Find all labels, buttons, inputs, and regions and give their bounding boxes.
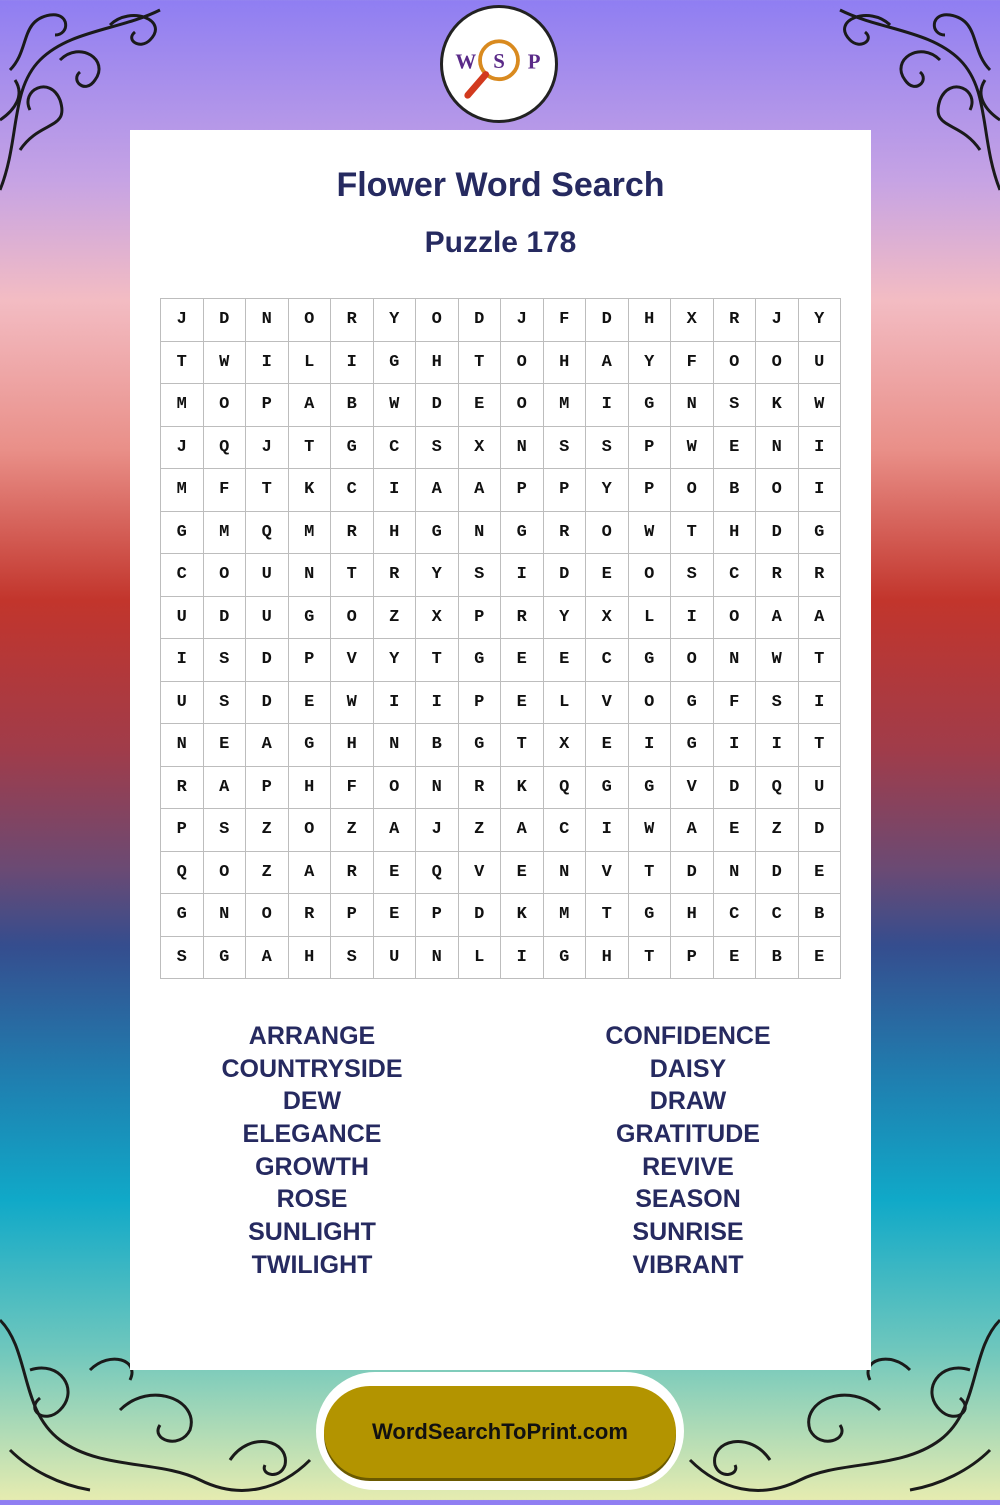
grid-cell[interactable]: O — [756, 469, 799, 512]
grid-cell[interactable]: Z — [459, 809, 502, 852]
grid-cell[interactable]: H — [289, 767, 332, 810]
grid-cell[interactable]: U — [161, 597, 204, 640]
grid-cell[interactable]: C — [714, 894, 757, 937]
grid-cell[interactable]: I — [416, 682, 459, 725]
grid-cell[interactable]: H — [586, 937, 629, 980]
grid-cell[interactable]: O — [204, 852, 247, 895]
grid-cell[interactable]: Q — [416, 852, 459, 895]
word-list-item: DEW — [282, 1087, 342, 1116]
grid-cell[interactable]: D — [544, 554, 587, 597]
grid-cell[interactable]: Y — [586, 469, 629, 512]
grid-cell[interactable]: W — [374, 384, 417, 427]
grid-cell[interactable]: O — [714, 342, 757, 385]
grid-cell[interactable]: N — [161, 724, 204, 767]
logo-letter-w: W — [455, 49, 477, 74]
grid-cell[interactable]: O — [586, 512, 629, 555]
grid-cell[interactable]: N — [204, 894, 247, 937]
grid-cell[interactable]: X — [586, 597, 629, 640]
grid-cell[interactable]: Y — [799, 299, 842, 342]
word-list-item: VIBRANT — [632, 1250, 744, 1279]
grid-cell[interactable]: E — [374, 852, 417, 895]
word-list-item: DAISY — [649, 1054, 727, 1083]
grid-cell[interactable]: M — [161, 469, 204, 512]
grid-cell[interactable]: A — [671, 809, 714, 852]
grid-cell[interactable]: Z — [331, 809, 374, 852]
grid-cell[interactable]: G — [331, 427, 374, 470]
grid-cell[interactable]: W — [204, 342, 247, 385]
grid-cell[interactable]: Q — [161, 852, 204, 895]
grid-cell[interactable]: P — [331, 894, 374, 937]
word-list-item: REVIVE — [642, 1152, 734, 1181]
grid-cell[interactable]: P — [501, 469, 544, 512]
grid-cell[interactable]: G — [459, 724, 502, 767]
grid-cell[interactable]: K — [501, 894, 544, 937]
grid-cell[interactable]: T — [629, 937, 672, 980]
grid-cell[interactable]: L — [289, 342, 332, 385]
grid-cell[interactable]: F — [544, 299, 587, 342]
grid-cell[interactable]: X — [459, 427, 502, 470]
grid-cell[interactable]: R — [374, 554, 417, 597]
grid-cell[interactable]: O — [501, 342, 544, 385]
grid-cell[interactable]: U — [246, 597, 289, 640]
grid-cell[interactable]: L — [459, 937, 502, 980]
grid-cell[interactable]: A — [416, 469, 459, 512]
grid-cell[interactable]: I — [161, 639, 204, 682]
grid-cell[interactable]: X — [416, 597, 459, 640]
grid-cell[interactable]: O — [246, 894, 289, 937]
grid-cell[interactable]: J — [246, 427, 289, 470]
grid-cell[interactable]: Y — [629, 342, 672, 385]
grid-cell[interactable]: H — [629, 299, 672, 342]
word-list-item: TWILIGHT — [251, 1250, 373, 1279]
grid-cell[interactable]: S — [544, 427, 587, 470]
grid-cell[interactable]: S — [331, 937, 374, 980]
grid-cell[interactable]: W — [671, 427, 714, 470]
grid-cell[interactable]: I — [501, 554, 544, 597]
grid-cell[interactable]: R — [331, 512, 374, 555]
word-list-item: CONFIDENCE — [605, 1022, 771, 1050]
grid-cell[interactable]: M — [204, 512, 247, 555]
grid-cell[interactable]: N — [671, 384, 714, 427]
grid-cell[interactable]: I — [756, 724, 799, 767]
grid-cell[interactable]: N — [289, 554, 332, 597]
grid-cell[interactable]: A — [374, 809, 417, 852]
grid-cell[interactable]: W — [756, 639, 799, 682]
grid-cell[interactable]: S — [586, 427, 629, 470]
grid-cell[interactable]: K — [756, 384, 799, 427]
grid-cell[interactable]: I — [629, 724, 672, 767]
grid-cell[interactable]: W — [331, 682, 374, 725]
grid-cell[interactable]: T — [799, 639, 842, 682]
grid-cell[interactable]: E — [799, 852, 842, 895]
grid-cell[interactable]: A — [289, 384, 332, 427]
grid-cell[interactable]: M — [161, 384, 204, 427]
grid-cell[interactable]: D — [204, 299, 247, 342]
grid-cell[interactable]: D — [246, 639, 289, 682]
grid-cell[interactable]: E — [544, 639, 587, 682]
grid-cell[interactable]: O — [756, 342, 799, 385]
grid-cell[interactable]: T — [671, 512, 714, 555]
grid-cell[interactable]: X — [671, 299, 714, 342]
word-list-item: SUNRISE — [632, 1218, 744, 1247]
grid-cell[interactable]: N — [756, 427, 799, 470]
grid-cell[interactable]: P — [246, 384, 289, 427]
grid-cell[interactable]: E — [586, 724, 629, 767]
grid-cell[interactable]: U — [246, 554, 289, 597]
grid-cell[interactable]: J — [756, 299, 799, 342]
grid-cell[interactable]: E — [714, 427, 757, 470]
grid-cell[interactable]: E — [289, 682, 332, 725]
grid-cell[interactable]: G — [459, 639, 502, 682]
grid-cell[interactable]: N — [544, 852, 587, 895]
grid-cell[interactable]: I — [374, 469, 417, 512]
grid-cell[interactable]: K — [289, 469, 332, 512]
grid-cell[interactable]: S — [459, 554, 502, 597]
grid-cell[interactable]: A — [799, 597, 842, 640]
grid-cell[interactable]: G — [629, 639, 672, 682]
grid-cell[interactable]: R — [714, 299, 757, 342]
grid-cell[interactable]: S — [416, 427, 459, 470]
grid-cell[interactable]: Q — [756, 767, 799, 810]
grid-cell[interactable]: D — [756, 512, 799, 555]
grid-cell[interactable]: R — [501, 597, 544, 640]
logo-letter-p: P — [527, 49, 541, 74]
grid-cell[interactable]: P — [459, 597, 502, 640]
grid-cell[interactable]: D — [671, 852, 714, 895]
grid-cell[interactable]: P — [246, 767, 289, 810]
grid-cell[interactable]: U — [374, 937, 417, 980]
grid-cell[interactable]: F — [204, 469, 247, 512]
grid-cell[interactable]: I — [714, 724, 757, 767]
grid-cell[interactable]: Y — [374, 639, 417, 682]
grid-cell[interactable]: C — [586, 639, 629, 682]
grid-cell[interactable]: I — [501, 937, 544, 980]
grid-cell[interactable]: S — [756, 682, 799, 725]
grid-cell[interactable]: S — [204, 639, 247, 682]
grid-cell[interactable]: S — [204, 682, 247, 725]
grid-cell[interactable]: O — [629, 682, 672, 725]
grid-cell[interactable]: Z — [374, 597, 417, 640]
grid-cell[interactable]: G — [289, 597, 332, 640]
grid-cell[interactable]: D — [586, 299, 629, 342]
grid-cell[interactable]: J — [161, 299, 204, 342]
grid-cell[interactable]: I — [799, 682, 842, 725]
letter-grid — [160, 298, 841, 979]
grid-cell[interactable]: E — [204, 724, 247, 767]
grid-cell[interactable]: O — [714, 597, 757, 640]
grid-cell[interactable]: B — [416, 724, 459, 767]
grid-cell[interactable]: R — [544, 512, 587, 555]
grid-cell[interactable]: T — [289, 427, 332, 470]
grid-cell[interactable]: A — [204, 767, 247, 810]
grid-cell[interactable]: F — [331, 767, 374, 810]
grid-cell[interactable]: O — [331, 597, 374, 640]
grid-cell[interactable]: Q — [544, 767, 587, 810]
grid-cell[interactable]: T — [501, 724, 544, 767]
grid-cell[interactable]: O — [629, 554, 672, 597]
grid-cell[interactable]: N — [374, 724, 417, 767]
grid-cell[interactable]: E — [501, 852, 544, 895]
grid-cell[interactable]: N — [501, 427, 544, 470]
grid-cell[interactable]: D — [246, 682, 289, 725]
word-list-item: GROWTH — [255, 1152, 369, 1181]
grid-cell[interactable]: I — [331, 342, 374, 385]
grid-cell[interactable]: D — [459, 299, 502, 342]
grid-cell[interactable]: O — [671, 469, 714, 512]
grid-cell[interactable]: W — [629, 512, 672, 555]
word-list-item: ELEGANCE — [242, 1120, 382, 1149]
grid-cell[interactable]: Z — [246, 852, 289, 895]
grid-cell[interactable]: V — [671, 767, 714, 810]
grid-cell[interactable]: E — [799, 937, 842, 980]
grid-cell[interactable]: T — [459, 342, 502, 385]
grid-cell[interactable]: T — [246, 469, 289, 512]
grid-cell[interactable]: I — [799, 427, 842, 470]
grid-cell[interactable]: W — [799, 384, 842, 427]
grid-cell[interactable]: Y — [416, 554, 459, 597]
grid-cell[interactable]: B — [714, 469, 757, 512]
grid-cell[interactable]: A — [586, 342, 629, 385]
grid-cell[interactable]: I — [246, 342, 289, 385]
grid-cell[interactable]: I — [374, 682, 417, 725]
grid-cell[interactable]: P — [161, 809, 204, 852]
grid-cell[interactable]: E — [714, 809, 757, 852]
grid-cell[interactable]: I — [671, 597, 714, 640]
grid-cell[interactable]: T — [629, 852, 672, 895]
grid-cell[interactable]: G — [501, 512, 544, 555]
grid-cell[interactable]: V — [459, 852, 502, 895]
grid-cell[interactable]: T — [586, 894, 629, 937]
grid-cell[interactable]: G — [629, 767, 672, 810]
grid-cell[interactable]: O — [204, 554, 247, 597]
puzzle-title: Flower Word Search — [336, 166, 665, 204]
grid-cell[interactable]: G — [374, 342, 417, 385]
grid-cell[interactable]: A — [459, 469, 502, 512]
grid-cell[interactable]: P — [459, 682, 502, 725]
grid-cell[interactable]: C — [331, 469, 374, 512]
grid-cell[interactable]: D — [799, 809, 842, 852]
grid-cell[interactable]: G — [671, 682, 714, 725]
grid-cell[interactable]: I — [586, 384, 629, 427]
word-list-item: GRATITUDE — [616, 1120, 760, 1149]
word-list-left — [162, 1020, 462, 1282]
grid-cell[interactable]: O — [289, 299, 332, 342]
grid-cell[interactable]: X — [544, 724, 587, 767]
grid-cell[interactable]: N — [416, 767, 459, 810]
grid-cell[interactable]: E — [459, 384, 502, 427]
grid-cell[interactable]: P — [416, 894, 459, 937]
grid-cell[interactable]: F — [714, 682, 757, 725]
grid-cell[interactable]: C — [714, 554, 757, 597]
grid-cell[interactable]: G — [629, 384, 672, 427]
word-list-item: SUNLIGHT — [248, 1218, 376, 1247]
grid-cell[interactable]: D — [459, 894, 502, 937]
grid-cell[interactable]: E — [586, 554, 629, 597]
grid-cell[interactable]: M — [544, 894, 587, 937]
grid-cell[interactable]: G — [161, 512, 204, 555]
grid-cell[interactable]: G — [544, 937, 587, 980]
word-list-right — [538, 1020, 838, 1282]
grid-cell[interactable]: D — [416, 384, 459, 427]
grid-cell[interactable]: S — [671, 554, 714, 597]
grid-cell[interactable]: O — [204, 384, 247, 427]
grid-cell[interactable]: R — [459, 767, 502, 810]
grid-cell[interactable]: R — [331, 299, 374, 342]
grid-cell[interactable]: T — [331, 554, 374, 597]
grid-cell[interactable]: D — [204, 597, 247, 640]
grid-cell[interactable]: B — [331, 384, 374, 427]
grid-cell[interactable]: V — [586, 682, 629, 725]
grid-cell[interactable]: L — [544, 682, 587, 725]
grid-cell[interactable]: O — [501, 384, 544, 427]
grid-cell[interactable]: H — [416, 342, 459, 385]
grid-cell[interactable]: R — [161, 767, 204, 810]
grid-cell[interactable]: I — [799, 469, 842, 512]
grid-cell[interactable]: L — [629, 597, 672, 640]
grid-cell[interactable]: R — [331, 852, 374, 895]
grid-cell[interactable]: A — [289, 852, 332, 895]
grid-cell[interactable]: D — [714, 767, 757, 810]
grid-cell[interactable]: T — [799, 724, 842, 767]
grid-cell[interactable]: H — [714, 512, 757, 555]
grid-cell[interactable]: G — [671, 724, 714, 767]
grid-cell[interactable]: E — [714, 937, 757, 980]
grid-cell[interactable]: P — [544, 469, 587, 512]
grid-cell[interactable]: P — [289, 639, 332, 682]
word-list-item: ARRANGE — [248, 1022, 376, 1050]
grid-cell[interactable]: B — [799, 894, 842, 937]
grid-cell[interactable]: N — [714, 852, 757, 895]
word-list-item: COUNTRYSIDE — [221, 1054, 403, 1083]
grid-cell[interactable]: Z — [756, 809, 799, 852]
grid-cell[interactable]: W — [629, 809, 672, 852]
grid-cell[interactable]: K — [501, 767, 544, 810]
grid-cell[interactable]: Y — [544, 597, 587, 640]
grid-cell[interactable]: A — [246, 724, 289, 767]
grid-cell[interactable]: G — [416, 512, 459, 555]
grid-cell[interactable]: V — [586, 852, 629, 895]
grid-cell[interactable]: G — [161, 894, 204, 937]
grid-cell[interactable]: I — [586, 809, 629, 852]
grid-cell[interactable]: C — [544, 809, 587, 852]
grid-cell[interactable]: Z — [246, 809, 289, 852]
wsp-logo[interactable] — [440, 5, 558, 123]
grid-cell[interactable]: S — [204, 809, 247, 852]
grid-cell[interactable]: N — [246, 299, 289, 342]
grid-cell[interactable]: P — [671, 937, 714, 980]
grid-cell[interactable]: N — [459, 512, 502, 555]
puzzle-card — [130, 130, 871, 1370]
website-link-button[interactable]: WordSearchToPrint.com — [324, 1386, 676, 1478]
grid-cell[interactable]: S — [714, 384, 757, 427]
word-list-item: DRAW — [649, 1087, 727, 1116]
grid-cell[interactable]: C — [756, 894, 799, 937]
grid-cell[interactable]: Y — [374, 299, 417, 342]
grid-cell[interactable]: M — [544, 384, 587, 427]
grid-cell[interactable]: R — [289, 894, 332, 937]
grid-cell[interactable]: T — [416, 639, 459, 682]
grid-cell[interactable]: G — [289, 724, 332, 767]
grid-cell[interactable]: G — [586, 767, 629, 810]
grid-cell[interactable]: J — [161, 427, 204, 470]
grid-cell[interactable]: E — [374, 894, 417, 937]
grid-cell[interactable]: V — [331, 639, 374, 682]
grid-cell[interactable]: Q — [204, 427, 247, 470]
grid-cell[interactable]: G — [629, 894, 672, 937]
grid-cell[interactable]: R — [799, 554, 842, 597]
grid-cell[interactable]: C — [161, 554, 204, 597]
puzzle-number: Puzzle 178 — [424, 226, 577, 259]
grid-cell[interactable]: P — [629, 469, 672, 512]
grid-cell[interactable]: N — [416, 937, 459, 980]
word-list-item: ROSE — [276, 1185, 348, 1214]
grid-cell[interactable]: M — [289, 512, 332, 555]
grid-cell[interactable]: C — [374, 427, 417, 470]
word-list-item: SEASON — [635, 1185, 741, 1214]
grid-cell[interactable]: O — [416, 299, 459, 342]
footer-badge — [316, 1372, 684, 1490]
grid-cell[interactable]: S — [161, 937, 204, 980]
grid-cell[interactable]: P — [629, 427, 672, 470]
grid-cell[interactable]: G — [799, 512, 842, 555]
grid-cell[interactable]: A — [756, 597, 799, 640]
grid-cell[interactable]: H — [374, 512, 417, 555]
grid-cell[interactable]: U — [799, 767, 842, 810]
grid-cell[interactable]: U — [161, 682, 204, 725]
logo-letter-s: S — [493, 48, 505, 73]
grid-cell[interactable]: O — [671, 639, 714, 682]
grid-cell[interactable]: H — [544, 342, 587, 385]
grid-cell[interactable]: D — [756, 852, 799, 895]
grid-cell[interactable]: N — [714, 639, 757, 682]
grid-cell[interactable]: R — [756, 554, 799, 597]
grid-cell[interactable]: A — [246, 937, 289, 980]
grid-cell[interactable]: Q — [246, 512, 289, 555]
grid-cell[interactable]: J — [416, 809, 459, 852]
grid-cell[interactable]: H — [289, 937, 332, 980]
grid-cell[interactable]: T — [161, 342, 204, 385]
grid-cell[interactable]: G — [204, 937, 247, 980]
grid-cell[interactable]: J — [501, 299, 544, 342]
grid-cell[interactable]: A — [501, 809, 544, 852]
grid-cell[interactable]: F — [671, 342, 714, 385]
grid-cell[interactable]: H — [671, 894, 714, 937]
grid-cell[interactable]: E — [501, 639, 544, 682]
grid-cell[interactable]: O — [289, 809, 332, 852]
grid-cell[interactable]: U — [799, 342, 842, 385]
grid-cell[interactable]: H — [331, 724, 374, 767]
grid-cell[interactable]: E — [501, 682, 544, 725]
grid-cell[interactable]: O — [374, 767, 417, 810]
grid-cell[interactable]: B — [756, 937, 799, 980]
